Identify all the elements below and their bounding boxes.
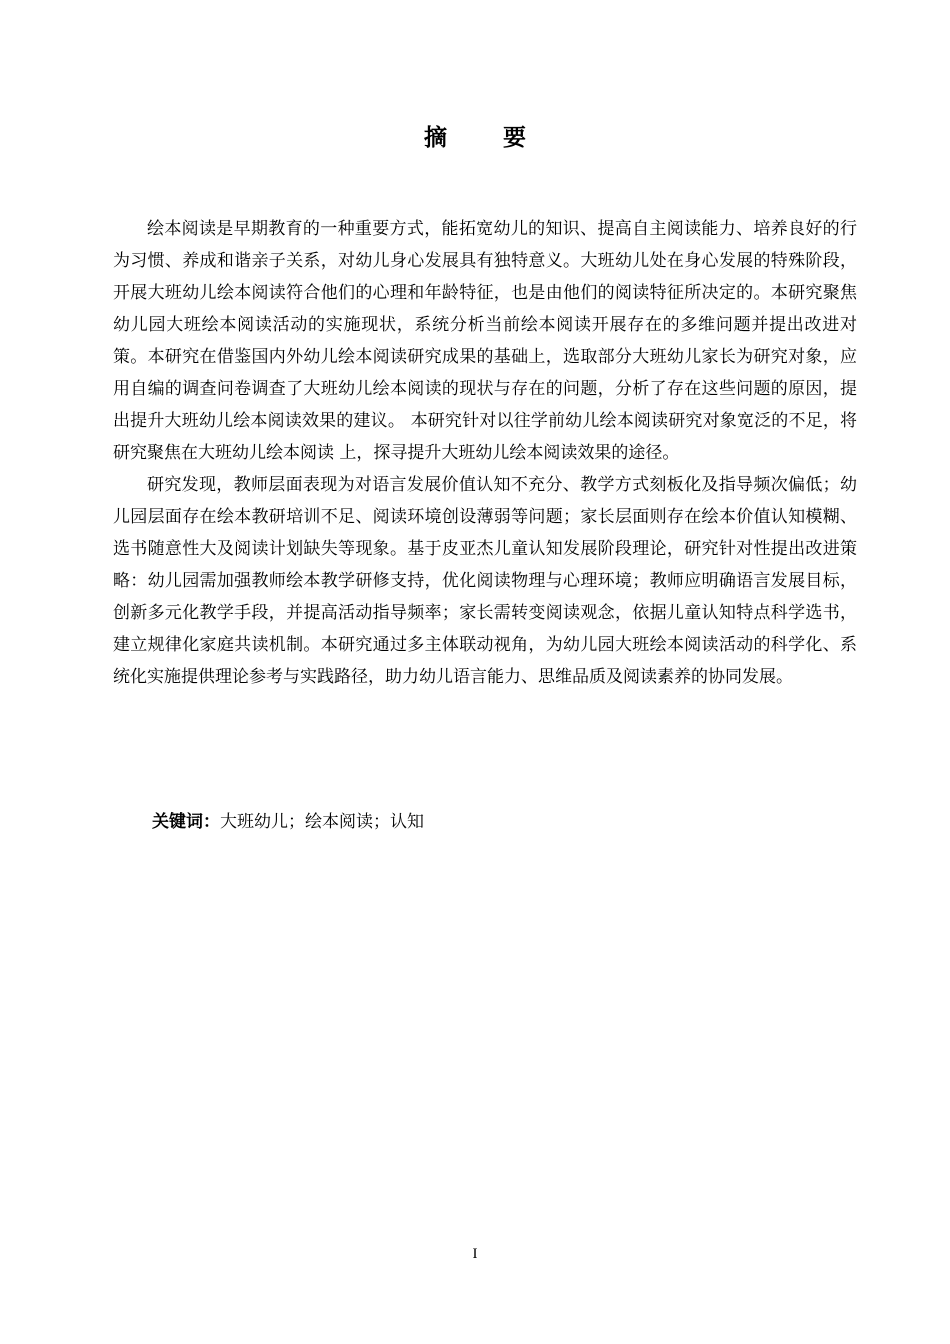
keywords-line (152, 806, 852, 838)
keywords-label: 关键词： (152, 812, 220, 832)
abstract-title: 摘 要 (423, 125, 550, 151)
abstract-body (113, 213, 857, 693)
abstract-paragraph-2: 研究发现，教师层面表现为对语言发展价值认知不充分、教学方式刻板化及指导频次偏低；幼儿园层面存在绘本教研培训不足、阅读环境创设薄弱等问题；家长层面则存在绘本价值认知模糊、选书随意性大及阅读计划缺失等现象。基于皮亚杰儿童认知发展阶段理论，研究针对性提出改进策略：幼儿园需加强教师绘本教学研修支持，优化阅读物理与心理环境；教师应明确语言发展目标，创新多元化教学手段，并提高活动指导频率；家长需转变阅读观念，依据儿童认知特点科学选书，建立规律化家庭共读机制。本研究通过多主体联动视角，为幼儿园大班绘本阅读活动的科学化、系统化实施提供理论参考与实践路径，助力幼儿语言能力、思维品质及阅读素养的协同发展。 (113, 475, 857, 687)
page-number: I (472, 1246, 478, 1262)
keywords-text: 大班幼儿；绘本阅读；认知 (220, 812, 424, 832)
abstract-paragraph-1: 绘本阅读是早期教育的一种重要方式，能拓宽幼儿的知识、提高自主阅读能力、培养良好的行为习惯、养成和谐亲子关系，对幼儿身心发展具有独特意义。大班幼儿处在身心发展的特殊阶段，开展大班幼儿绘本阅读符合他们的心理和年龄特征，也是由他们的阅读特征所决定的。本研究聚焦幼儿园大班绘本阅读活动的实施现状，系统分析当前绘本阅读开展存在的多维问题并提出改进对策。本研究在借鉴国内外幼儿绘本阅读研究成果的基础上，选取部分大班幼儿家长为研究对象，应用自编的调查问卷调查了大班幼儿绘本阅读的现状与存在的问题，分析了存在这些问题的原因，提出提升大班幼儿绘本阅读效果的建议。 本研究针对以往学前幼儿绘本阅读研究对象宽泛的不足，将研究聚焦在大班幼儿绘本阅读 上，探寻提升大班幼儿绘本阅读效果的途径。 (113, 219, 857, 463)
